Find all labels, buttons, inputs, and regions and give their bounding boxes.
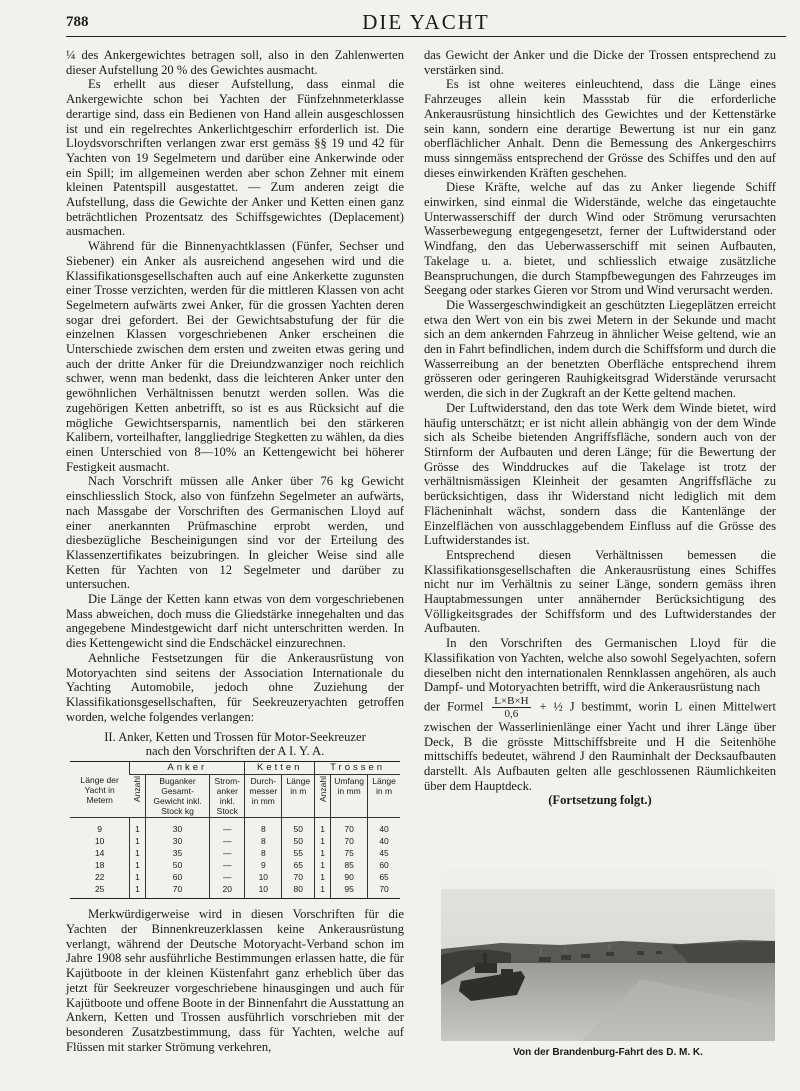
col-header-durchmesser: Durch-messer in mm — [245, 775, 282, 818]
table-cell: 40 — [368, 818, 400, 836]
table-cell: 65 — [368, 871, 400, 883]
paragraph: Die Wassergeschwindigkeit an geschützten Liegeplätzen erreicht etwa den Wert von ein bis zwei Metern in der Sekunde und macht sich an dem ankernden Fahrzeug in ähnlicher Weise geltend, wie an den in Fahrt befindlichen, indem durch die Schiffsform und durch die Wasserreibung an der benetzten Oberfläche entsprechend ihrem grösseren oder geringeren Rauhigkeitsgrad Widerstände verursacht werden, die sich in der Zugkraft an der Kette geltend machen. — [424, 297, 776, 401]
table-row — [70, 871, 400, 883]
table-cell: 95 — [331, 883, 368, 899]
table-cell: — — [210, 835, 245, 847]
photo-caption: Von der Brandenburg-Fahrt des D. M. K. — [513, 1047, 703, 1058]
anchor-table — [70, 761, 400, 899]
formula-numerator: L×B×H — [494, 694, 529, 707]
table-title-line: nach den Vorschriften der A I. Y. A. — [145, 744, 325, 759]
page-number: 788 — [66, 14, 89, 30]
table-cell: 25 — [70, 883, 130, 899]
table-cell: 1 — [130, 818, 145, 836]
paragraph: Aehnliche Festsetzungen für die Ankerausrüstung von Motoryachten sind seitens der Association Internationale du Yachting Automobile, jedoch ohne Zuziehung der Klassifikationsgesellschaften, für Seekreuzeryachten getroffen worden, welche folgendes verlangen: — [66, 650, 404, 724]
river-photo-image — [441, 867, 775, 1041]
paragraph: Nach Vorschrift müssen alle Anker über 76 kg Gewicht einschliesslich Stock, also von fünfzehn Segelmeter an aufwärts, nach Massgabe der Vorschriften des Germanischen Lloyd auf einer anerkannten Prüfmaschine erprobt werden, und diesbezügliche Bescheinigungen sind vor der Erteilung des Klassenzertifikates beizubringen. In gleicher Weise sind alle Ketten für Yachten von 12 Segelmeter und darüber zu untersuchen. — [66, 474, 404, 592]
table-title-line: II. Anker, Ketten und Trossen für Motor-Seekreuzer — [104, 730, 366, 745]
table-cell: 8 — [245, 818, 282, 836]
table-cell: 10 — [94, 836, 105, 847]
paragraph: ¼ des Ankergewichtes betragen soll, also in den Zahlenwerten dieser Aufstellung 20 % des Gewichtes ausmacht. — [66, 48, 404, 77]
table-cell: 9 — [97, 824, 103, 835]
table-cell: 8 — [245, 847, 282, 859]
table-cell: 60 — [368, 859, 400, 871]
paragraph: In den Vorschriften des Germanischen Lloyd für die Klassifikation von Yachten, welche also sowohl Segelyachten, sofern dieselben nicht den internationalen Rennklassen angehören, als auch Dampf- und Motoryachten betrifft, wird die Ankerausrüstung nach — [424, 636, 776, 695]
formula-paragraph — [424, 695, 776, 794]
table-cell: 40 — [368, 835, 400, 847]
table-cell: 1 — [130, 835, 145, 847]
table-cell: 1 — [315, 883, 331, 899]
col-header-laenge2: Länge in m — [368, 775, 400, 818]
table-cell: 8 — [245, 835, 282, 847]
table-cell: 60 — [145, 871, 210, 883]
group-header-ketten: Ketten — [245, 762, 315, 775]
table-cell: 10 — [245, 871, 282, 883]
table-cell: 70 — [282, 871, 315, 883]
formula-prefix: der Formel — [424, 699, 484, 714]
table-cell: 20 — [210, 883, 245, 899]
col-header-anzahl: Anzahl — [130, 775, 145, 818]
table-cell: 1 — [130, 859, 145, 871]
group-header-anker: Anker — [130, 762, 245, 775]
river-photo — [441, 867, 775, 1041]
formula-text: + ½ J bestimmt, worin L einen Mittelwert zwischen der Wasserlinienlänge einer Yacht und ihrer Länge über Deck, B die grösste Mittschiffsbreite und H die Seitenhöhe mittschiffs bedeutet, während J den Rauminhalt der Decksaufbauten darstellt. Als Aufbauten gelten alle geschlossenen Räumlichkeiten über dem Hauptdeck. — [424, 699, 776, 793]
table-cell: 50 — [145, 859, 210, 871]
table-cell: 1 — [315, 847, 331, 859]
col-header-stromanker: Strom-anker inkl. Stock — [210, 775, 245, 818]
formula-fraction — [492, 695, 530, 720]
table-cell: 50 — [282, 818, 315, 836]
table-cell: — — [210, 871, 245, 883]
table-cell: 85 — [331, 859, 368, 871]
table-cell: 1 — [315, 835, 331, 847]
table-title — [66, 730, 404, 758]
table-cell: 1 — [315, 859, 331, 871]
col-header-length: Länge der Yacht in Metern — [70, 762, 130, 818]
table-cell: 65 — [282, 859, 315, 871]
table-cell: 70 — [331, 818, 368, 836]
paragraph: Entsprechend diesen Verhältnissen bemessen die Klassifikationsgesellschaften die Ankerausrüstung eines Schiffes nicht nur im Verhältnis zu seiner Länge, sondern gemäss ihren Hauptabmessungen unter annähernder Berücksichtigung des Völligkeitsgrades der Schiffsform und des Luftwiderstandes der Aufbauten. — [424, 547, 776, 636]
page-header — [66, 8, 786, 37]
table-cell: 1 — [130, 847, 145, 859]
table-cell: 9 — [245, 859, 282, 871]
paragraph: Merkwürdigerweise wird in diesen Vorschriften für die Yachten der Binnenkreuzerklassen keine Ankerausrüstung verlangt, während der Deutsche Motoryacht-Verband schon im Jahre 1908 sehr ausführliche Bestimmungen erlassen hatte, die für Kajütboote in der kleinen Küstenfahrt ganz erheblich über das jetzt für Seekreuzer vorgeschriebene hinausgingen und auch für Kajütboote und offene Boote in der Binnenfahrt die Ausstattung an Ankern, Ketten und Trossen ausführlich vorschrieben mit der besonderen Zusatzbestimmung, dass für Yachten, welche auf Flüssen mit starker Strömung verkehren, — [66, 907, 404, 1054]
table-cell: 1 — [315, 818, 331, 836]
paragraph: Es erhellt aus dieser Aufstellung, dass einmal die Ankergewichte schon bei Yachten der Fünfzehnmeterklasse derartige sind, dass ein Bedienen von Hand allein ausgeschlossen ist und ein regelrechtes Ankerlichtgeschirr erforderlich ist. Die Lloydsvorschriften verlangen zwar erst gemäss §§ 19 und 42 für Yachten von 19 Segelmetern und darüber eine Ankerwinde oder ein Spill; im allgemeinen werden aber schon Zehner mit einem kleinen Patentspill ausgestattet. — Zum anderen zeigt die Aufstellung, dass die Gewichte der Anker und Ketten einen ganz beträchtlichen Prozentsatz des Schiffsgewichtes (Deplacement) ausmachen. — [66, 77, 404, 239]
table-body — [70, 818, 400, 899]
table-cell: 10 — [245, 883, 282, 899]
table-cell: 30 — [145, 835, 210, 847]
table-cell: 70 — [331, 835, 368, 847]
paragraph: Es ist ohne weiteres einleuchtend, dass die Länge eines Fahrzeuges allein kein Massstab für die erforderliche Ankerausrüstung hinsichtlich des Gewichtes und der Kettenstärke sein kann, sondern eine derartige Bewertung ist nur ein ganz oberflächlicher Anhalt. Denn die Bemessung des Ankergeschirrs muss sinngemäss entsprechend der Grösse des Schiffes und den auf dieses einwirkenden Kräften geschehen. — [424, 77, 776, 180]
table-cell: 1 — [130, 871, 145, 883]
table-cell: — — [210, 818, 245, 836]
table-cell: 50 — [282, 835, 315, 847]
table-cell: 14 — [94, 848, 105, 859]
table-row — [70, 859, 400, 871]
table-cell: 22 — [94, 872, 105, 883]
table-cell: 45 — [368, 847, 400, 859]
table-row — [70, 847, 400, 859]
paragraph: Die Länge der Ketten kann etwas von dem vorgeschriebenen Mass abweichen, doch muss die Gliedstärke innegehalten und das angegebene Mindestgewicht darf nicht unterschritten werden. In dies Kettengewicht sind die Endschäckel einzurechnen. — [66, 592, 404, 651]
table-cell: 80 — [282, 883, 315, 899]
formula-denominator: 0,6 — [504, 707, 519, 720]
table-row — [70, 818, 400, 836]
col-header-anzahl2: Anzahl — [315, 775, 331, 818]
table-row — [70, 835, 400, 847]
table-cell: 30 — [145, 818, 210, 836]
table-cell: 1 — [315, 871, 331, 883]
running-head: DIE YACHT — [362, 10, 490, 34]
table-row — [70, 883, 400, 899]
paragraph: Diese Kräfte, welche auf das zu Anker liegende Schiff einwirken, sind einmal die Widerstände, welche das eingetauchte Unterwasserschiff der durch Wind oder Strömung verursachten Wasserbewegung entgegengesetzt, ferner der Luftwiderstand oder Windfang, den das Ueberwasserschiff mit seinen Aufbauten, Takelage u. a. bietet, und schliesslich etwaige zusätzliche Beanspruchungen, die durch Stampfbewegungen des Fahrzeuges im Seegang oder starkes Gieren vor Strom und Wind verursacht werden. — [424, 180, 776, 298]
table-cell: 55 — [282, 847, 315, 859]
col-header-laenge: Länge in m — [282, 775, 315, 818]
col-header-umfang: Umfang in mm — [331, 775, 368, 818]
group-header-trossen: Trossen — [315, 762, 400, 775]
table-cell: — — [210, 859, 245, 871]
paragraph: das Gewicht der Anker und die Dicke der Trossen entsprechend zu verstärken sind. — [424, 48, 776, 77]
continued-note: (Fortsetzung folgt.) — [548, 793, 652, 808]
table-cell: 70 — [368, 883, 400, 899]
col-header-buganker: Buganker Gesamt-Gewicht inkl. Stock kg — [145, 775, 210, 818]
table-cell: 35 — [145, 847, 210, 859]
table-cell: 18 — [94, 860, 105, 871]
paragraph: Während für die Binnenyachtklassen (Fünfer, Sechser und Siebener) ein Anker als ausreichend angesehen wird und die Klassifikationsgesellschaften auch auf eine Ankerkette zugunsten einer Trosse verzichten, werden für die mittleren Klassen von acht Segelmetern aufwärts zwei Anker, für die grossen Yachten deren sogar drei gefordert. Bei der Gewichtsabstufung der für die einzelnen Klassen vorgeschriebenen Anker erscheinen die Unterschiede zwischen dem ersten und zweiten etwas gering und auch der dritte Anker für die Dreiundzwanziger noch reichlich schwer, wenn man bedenkt, dass die leichteren Anker unter den gewöhnlichen Verhältnissen benutzt werden sollen. Was die zugehörigen Ketten anbetrifft, so ist es aus Rücksicht auf die mögliche Gewichtsersparnis, namentlich bei den stärkeren Kalibern, vorteilhafter, langgliedrige Stegketten zu wählen, da dies einen Unterschied von 8—10% an Kettengewicht bei höherer Festigkeit ausmacht. — [66, 239, 404, 474]
table-cell: 90 — [331, 871, 368, 883]
table-cell: 1 — [130, 883, 145, 899]
right-column — [424, 48, 776, 808]
left-column — [66, 48, 404, 1054]
table-cell: 75 — [331, 847, 368, 859]
table-cell: — — [210, 847, 245, 859]
paragraph: Der Luftwiderstand, den das tote Werk dem Winde bietet, wird häufig unterschätzt; er ist nicht allein abhängig von der dem Winde sich als Scheibe bietenden Angriffsfläche, sondern auch von der Stirnform der Aufbauten und deren Länge; für die Bewertung der Grösse des Winddruckes auf die Takelage ist trotz der verhältnismässigen Kleinheit der gesamten Angriffsfläche zu berücksichtigen, dass ihr Widerstand nicht lediglich mit dem Flächeninhalt wächst, sondern dass die Kantenlänge der Einzelflächen von ausschlaggebendem Einfluss auf die Grösse des Luftwiderstandes ist. — [424, 400, 776, 548]
table-cell: 70 — [145, 883, 210, 899]
